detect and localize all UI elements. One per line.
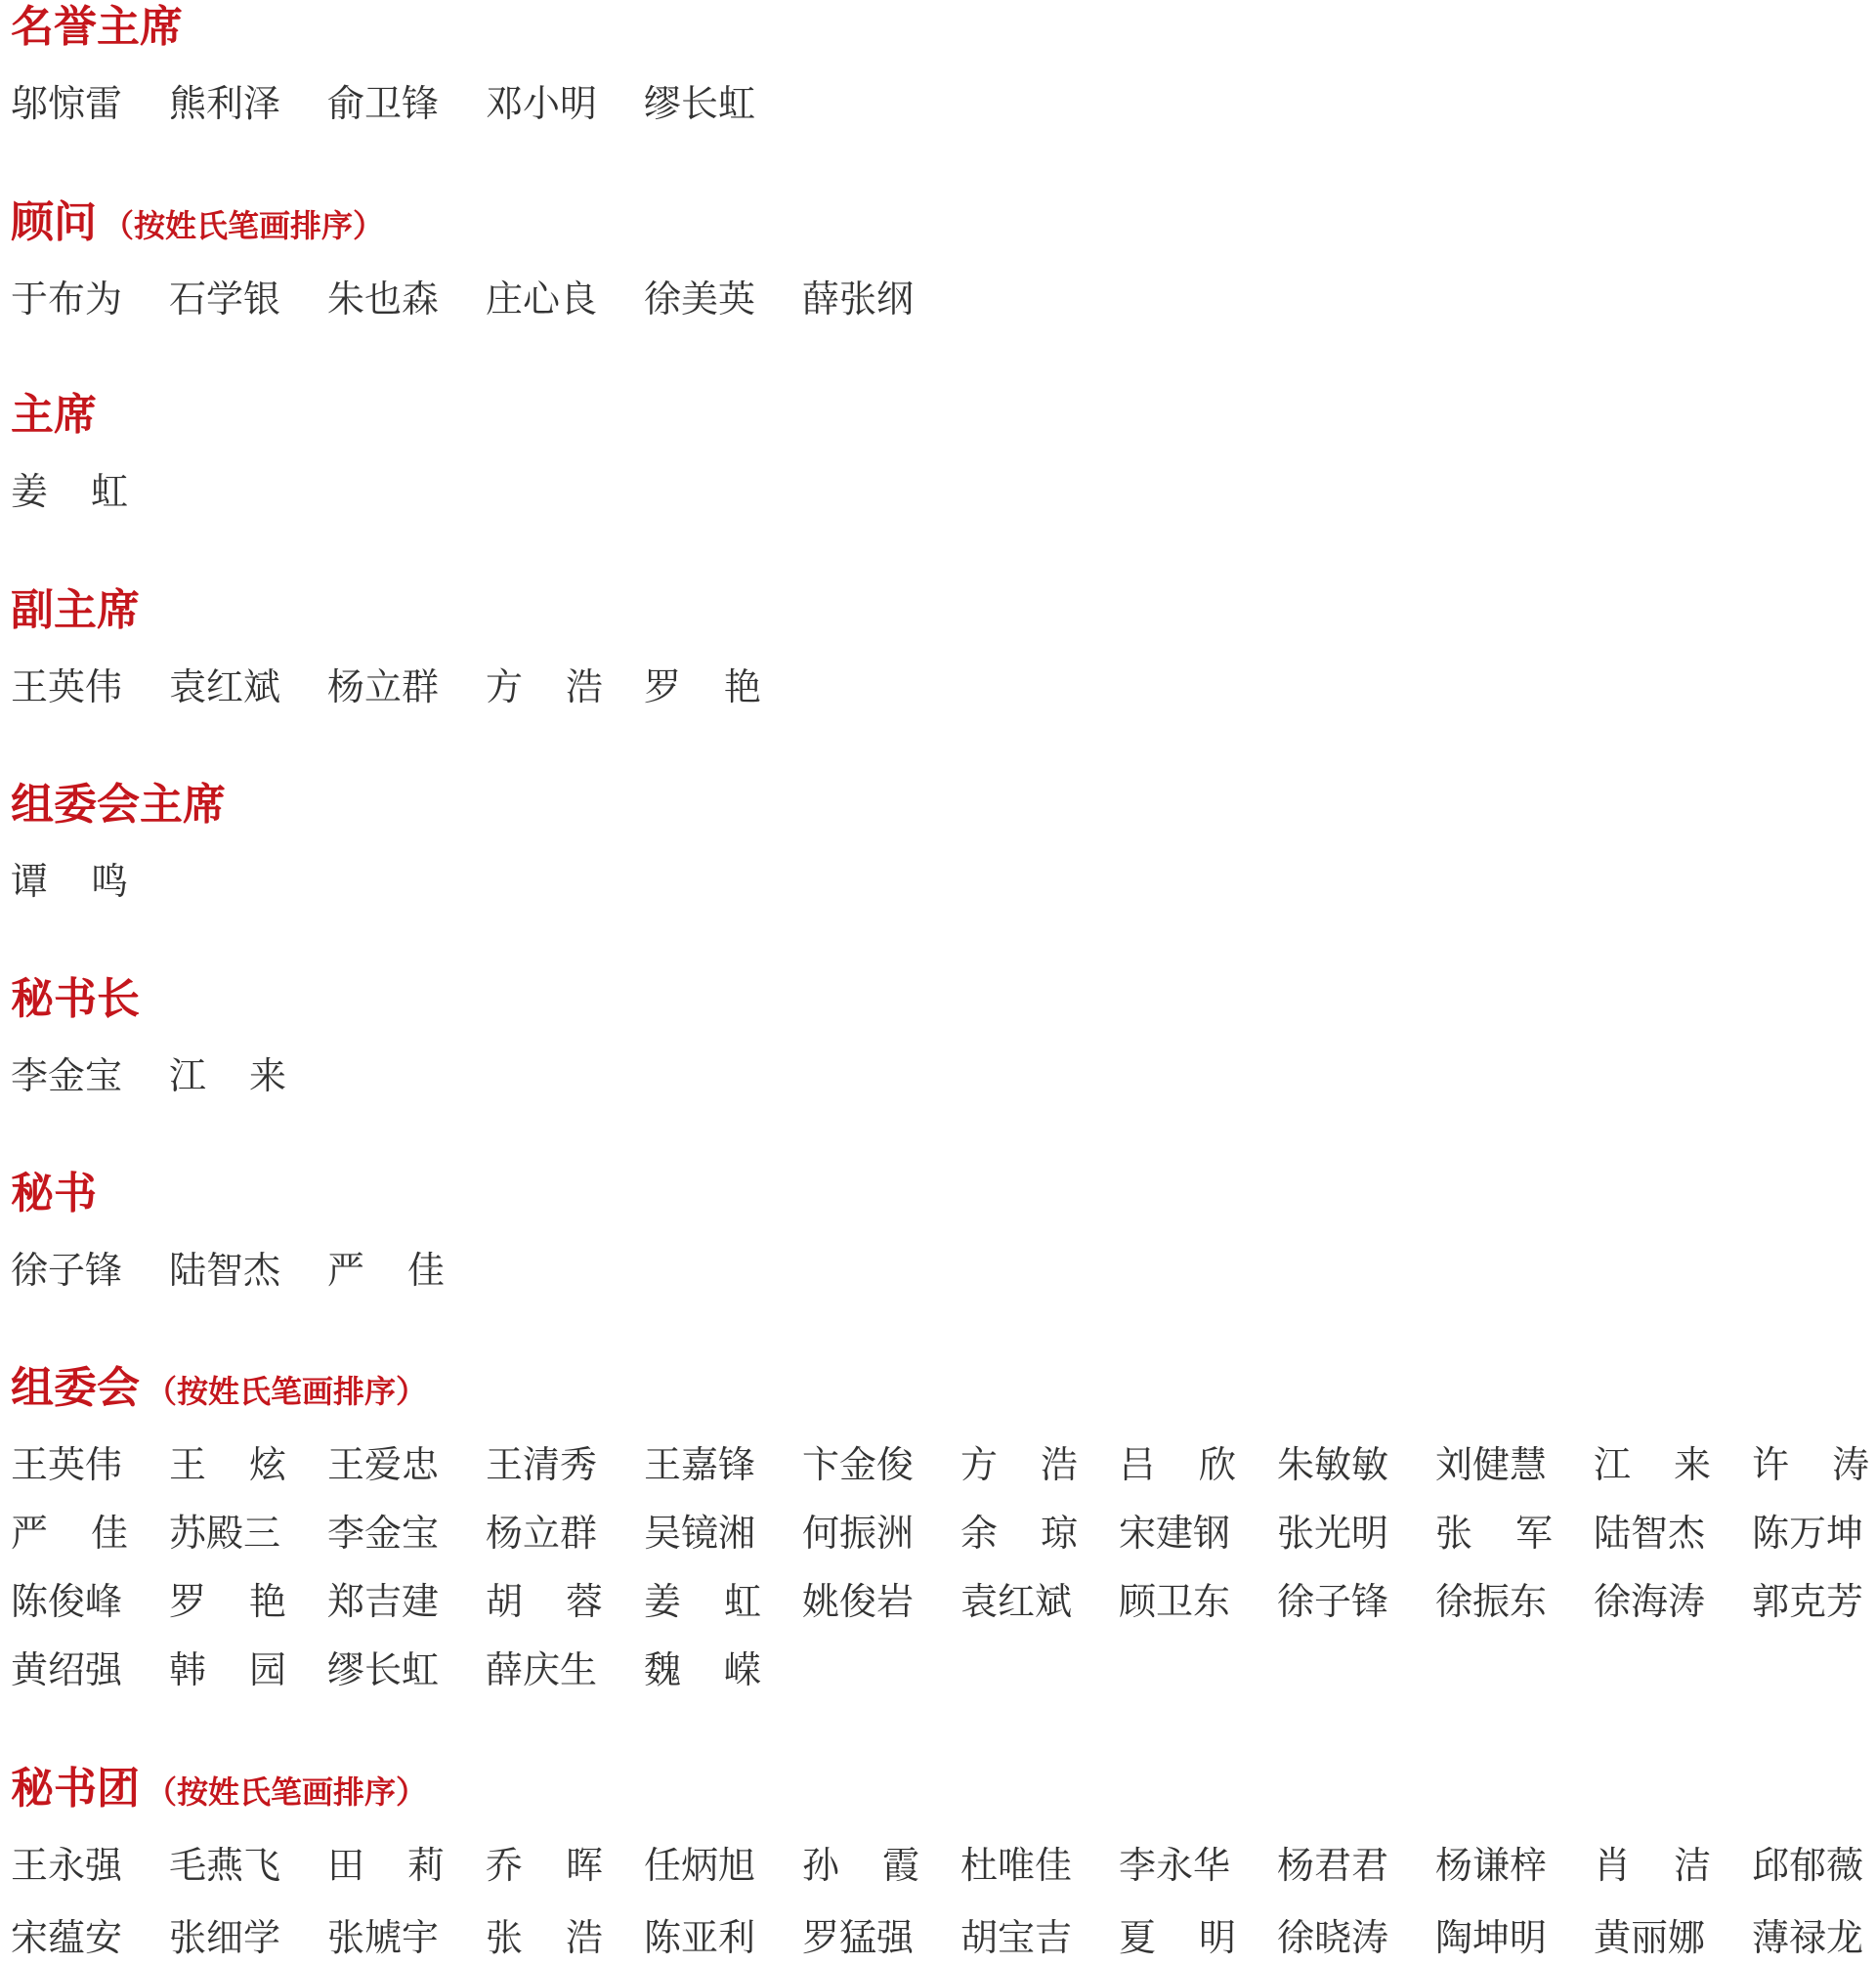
person-name — [644, 660, 761, 714]
section-advisors — [11, 195, 1867, 326]
name-char: 孙 — [802, 1844, 840, 1887]
name-char: 霞 — [881, 1844, 919, 1887]
person-name: 邓小明 — [486, 82, 598, 125]
person-name — [644, 1574, 761, 1629]
person-name: 王嘉锋 — [644, 1443, 756, 1486]
name-char: 佳 — [90, 1512, 128, 1555]
section-title: 主席 — [11, 390, 97, 440]
section-chair — [11, 388, 1867, 519]
name-char: 王 — [169, 1443, 207, 1486]
name-char: 姜 — [11, 470, 49, 513]
name-char: 肖 — [1594, 1844, 1632, 1887]
person-name: 缪长虹 — [327, 1648, 440, 1691]
section-heading — [11, 778, 1867, 833]
name-char: 鸣 — [90, 860, 128, 903]
person-name: 杨立群 — [486, 1512, 598, 1555]
person-name: 刘健慧 — [1435, 1443, 1548, 1486]
section-note: （按姓氏笔画排序） — [146, 1773, 428, 1811]
person-name: 徐晓涛 — [1277, 1916, 1389, 1959]
person-name: 缪长虹 — [644, 82, 756, 125]
name-char: 欣 — [1198, 1443, 1236, 1486]
section-title: 组委会主席 — [11, 780, 226, 830]
section-title: 名誉主席 — [11, 2, 183, 52]
name-char: 江 — [169, 1054, 207, 1097]
person-name: 陆智杰 — [169, 1249, 281, 1292]
name-list — [11, 660, 1867, 714]
person-name: 邱郁薇 — [1752, 1844, 1864, 1887]
person-name — [169, 1437, 286, 1492]
section-organizing-committee — [11, 1361, 1867, 1697]
name-char: 张 — [1435, 1512, 1473, 1555]
person-name: 杜唯佳 — [960, 1844, 1073, 1887]
person-name — [1752, 1437, 1869, 1492]
person-name: 徐海涛 — [1594, 1580, 1706, 1623]
person-name: 李永华 — [1119, 1844, 1231, 1887]
name-char: 方 — [486, 665, 524, 708]
section-note: （按姓氏笔画排序） — [146, 1373, 428, 1410]
person-name: 宋建钢 — [1119, 1512, 1231, 1555]
name-char: 姜 — [644, 1580, 682, 1623]
section-heading — [11, 1167, 1867, 1221]
person-name — [1119, 1437, 1236, 1492]
person-name: 任炳旭 — [644, 1844, 756, 1887]
section-heading — [11, 388, 1867, 443]
name-list — [11, 1838, 1867, 1965]
person-name: 陈俊峰 — [11, 1580, 123, 1623]
person-name: 庄心良 — [486, 278, 598, 320]
name-char: 罗 — [644, 665, 682, 708]
section-title: 顾问 — [11, 197, 97, 247]
name-char: 罗 — [169, 1580, 207, 1623]
name-char: 炫 — [248, 1443, 286, 1486]
person-name — [486, 1838, 603, 1893]
name-list — [11, 854, 1867, 909]
section-title: 秘书长 — [11, 974, 140, 1024]
name-list — [11, 1243, 1867, 1298]
name-char: 余 — [960, 1512, 999, 1555]
name-char: 来 — [248, 1054, 286, 1097]
person-name: 卞金俊 — [802, 1443, 915, 1486]
section-heading — [11, 1762, 1867, 1816]
name-char: 蓉 — [565, 1580, 603, 1623]
name-char: 田 — [327, 1844, 365, 1887]
person-name: 徐振东 — [1435, 1580, 1548, 1623]
person-name: 毛燕飞 — [169, 1844, 281, 1887]
person-name: 陶坤明 — [1435, 1916, 1548, 1959]
section-note: （按姓氏笔画排序） — [103, 207, 385, 244]
name-char: 园 — [248, 1648, 286, 1691]
person-name: 李金宝 — [327, 1512, 440, 1555]
name-char: 江 — [1594, 1443, 1632, 1486]
person-name — [486, 660, 603, 714]
name-char: 浩 — [565, 1916, 603, 1959]
name-char: 虹 — [723, 1580, 761, 1623]
name-char: 来 — [1673, 1443, 1711, 1486]
person-name: 杨立群 — [327, 665, 440, 708]
section-heading — [11, 1361, 1867, 1416]
person-name — [486, 1574, 603, 1629]
name-list — [11, 272, 1867, 326]
person-name — [644, 1643, 761, 1697]
person-name: 苏殿三 — [169, 1512, 281, 1555]
person-name: 袁红斌 — [169, 665, 281, 708]
person-name: 郑吉建 — [327, 1580, 440, 1623]
name-char: 魏 — [644, 1648, 682, 1691]
name-list — [11, 1048, 1867, 1103]
name-char: 艳 — [723, 665, 761, 708]
person-name: 吴镜湘 — [644, 1512, 756, 1555]
person-name: 王英伟 — [11, 665, 123, 708]
name-char: 虹 — [90, 470, 128, 513]
person-name — [11, 854, 128, 909]
name-char: 严 — [327, 1249, 365, 1292]
person-name: 张光明 — [1277, 1512, 1389, 1555]
person-name: 薛张纲 — [802, 278, 915, 320]
name-list — [11, 464, 1867, 519]
person-name — [327, 1838, 445, 1893]
name-list — [11, 76, 1867, 131]
person-name: 薄禄龙 — [1752, 1916, 1864, 1959]
person-name: 于布为 — [11, 278, 123, 320]
section-title: 组委会 — [11, 1363, 140, 1413]
person-name: 陈亚利 — [644, 1916, 756, 1959]
name-char: 明 — [1198, 1916, 1236, 1959]
section-title: 秘书 — [11, 1169, 97, 1218]
person-name: 陆智杰 — [1594, 1512, 1706, 1555]
name-char: 佳 — [406, 1249, 445, 1292]
person-name — [1435, 1506, 1553, 1560]
section-secretariat — [11, 1762, 1867, 1965]
person-name: 徐美英 — [644, 278, 756, 320]
name-char: 艳 — [248, 1580, 286, 1623]
person-name — [11, 464, 128, 519]
section-secretary — [11, 1167, 1867, 1298]
person-name: 朱也森 — [327, 278, 440, 320]
person-name: 黄丽娜 — [1594, 1916, 1706, 1959]
person-name: 石学银 — [169, 278, 281, 320]
name-char: 严 — [11, 1512, 49, 1555]
section-honorary-chair — [11, 0, 1867, 131]
person-name: 何振洲 — [802, 1512, 915, 1555]
person-name — [1594, 1437, 1711, 1492]
name-char: 琼 — [1040, 1512, 1078, 1555]
person-name: 李金宝 — [11, 1054, 123, 1097]
name-char: 张 — [486, 1916, 524, 1959]
person-name: 王英伟 — [11, 1443, 123, 1486]
person-name: 胡宝吉 — [960, 1916, 1073, 1959]
person-name: 邬惊雷 — [11, 82, 123, 125]
section-vice-chair — [11, 583, 1867, 714]
person-name: 姚俊岩 — [802, 1580, 915, 1623]
person-name: 宋蕴安 — [11, 1916, 123, 1959]
person-name: 徐子锋 — [1277, 1580, 1389, 1623]
person-name — [1594, 1838, 1711, 1893]
section-heading — [11, 583, 1867, 638]
person-name — [802, 1838, 919, 1893]
section-organizing-chair — [11, 778, 1867, 909]
person-name: 罗猛强 — [802, 1916, 915, 1959]
name-char: 夏 — [1119, 1916, 1157, 1959]
name-char: 乔 — [486, 1844, 524, 1887]
person-name — [960, 1437, 1078, 1492]
person-name: 张虓宇 — [327, 1916, 440, 1959]
section-title: 副主席 — [11, 585, 140, 635]
name-char: 胡 — [486, 1580, 524, 1623]
name-char: 军 — [1514, 1512, 1553, 1555]
person-name — [11, 1506, 128, 1560]
person-name: 张细学 — [169, 1916, 281, 1959]
person-name — [960, 1506, 1078, 1560]
person-name — [327, 1243, 445, 1298]
name-char: 谭 — [11, 860, 49, 903]
name-char: 洁 — [1673, 1844, 1711, 1887]
name-char: 莉 — [406, 1844, 445, 1887]
person-name: 郭克芳 — [1752, 1580, 1864, 1623]
name-char: 晖 — [565, 1844, 603, 1887]
person-name: 朱敏敏 — [1277, 1443, 1389, 1486]
name-char: 许 — [1752, 1443, 1790, 1486]
name-char: 方 — [960, 1443, 999, 1486]
section-title: 秘书团 — [11, 1764, 140, 1814]
person-name: 徐子锋 — [11, 1249, 123, 1292]
person-name: 袁红斌 — [960, 1580, 1073, 1623]
name-char: 韩 — [169, 1648, 207, 1691]
person-name: 杨君君 — [1277, 1844, 1389, 1887]
person-name: 俞卫锋 — [327, 82, 440, 125]
section-secretary-general — [11, 972, 1867, 1103]
person-name: 顾卫东 — [1119, 1580, 1231, 1623]
name-list — [11, 1437, 1867, 1697]
person-name: 陈万坤 — [1752, 1512, 1864, 1555]
person-name: 杨谦梓 — [1435, 1844, 1548, 1887]
name-char: 涛 — [1831, 1443, 1869, 1486]
name-char: 嵘 — [723, 1648, 761, 1691]
name-char: 浩 — [1040, 1443, 1078, 1486]
person-name — [169, 1574, 286, 1629]
person-name: 熊利泽 — [169, 82, 281, 125]
section-heading — [11, 195, 1867, 250]
person-name: 王爱忠 — [327, 1443, 440, 1486]
name-char: 吕 — [1119, 1443, 1157, 1486]
name-char: 浩 — [565, 665, 603, 708]
person-name: 王清秀 — [486, 1443, 598, 1486]
section-heading — [11, 0, 1867, 55]
person-name: 王永强 — [11, 1844, 123, 1887]
section-heading — [11, 972, 1867, 1027]
person-name: 黄绍强 — [11, 1648, 123, 1691]
person-name — [169, 1048, 286, 1103]
person-name: 薛庆生 — [486, 1648, 598, 1691]
person-name — [169, 1643, 286, 1697]
